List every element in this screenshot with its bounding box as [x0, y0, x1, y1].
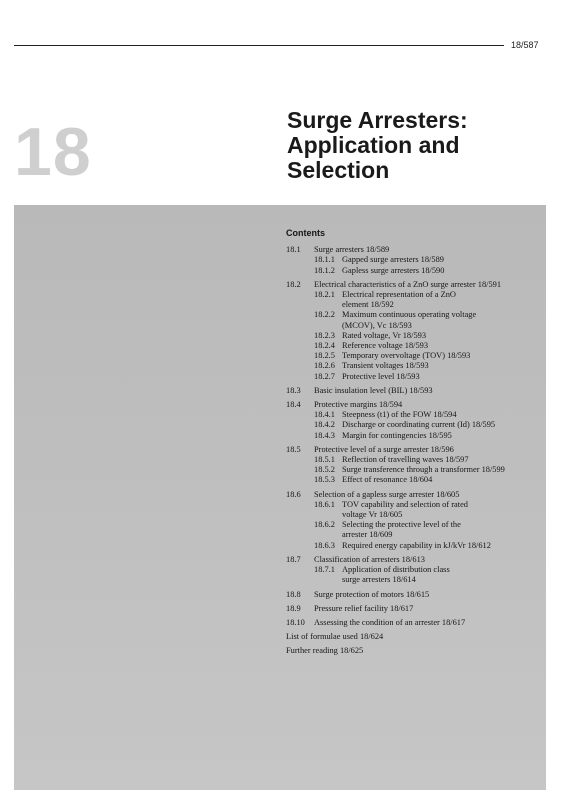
- page-number: 18/587: [511, 40, 539, 50]
- section-title: Basic insulation level (BIL) 18/593: [314, 385, 433, 395]
- toc-subsection: [314, 455, 548, 465]
- subsection-title-line: arrester 18/609: [342, 530, 393, 540]
- header-rule: [14, 45, 504, 46]
- subsection-number: 18.6.1: [314, 499, 335, 509]
- section-number: 18.6: [286, 489, 301, 499]
- section-number: 18.9: [286, 603, 301, 613]
- toc-subsection: [314, 310, 548, 330]
- chapter-title-line: Application and: [287, 132, 460, 158]
- section-number: 18.4: [286, 400, 301, 410]
- toc-subsection: [314, 290, 548, 310]
- toc-subsection: [314, 331, 548, 341]
- toc-section: [286, 604, 548, 614]
- section-title: Electrical characteristics of a ZnO surge arrester 18/591: [314, 279, 502, 289]
- toc-subsection: [314, 520, 548, 540]
- section-title: Surge protection of motors 18/615: [314, 589, 430, 599]
- subsection-title-line: Required energy capability in kJ/kVr 18/612: [342, 540, 491, 550]
- toc-section: [286, 386, 548, 396]
- subsection-number: 18.1.2: [314, 265, 335, 275]
- toc-sections: [286, 245, 548, 628]
- subsection-number: 18.7.1: [314, 565, 335, 575]
- toc-subsection: [314, 475, 548, 485]
- subsection-title-line: Surge transference through a transformer 18/599: [342, 465, 505, 475]
- contents-heading: Contents: [286, 228, 325, 238]
- subsection-title-line: Reflection of travelling waves 18/597: [342, 455, 469, 465]
- subsection-title-line: Margin for contingencies 18/595: [342, 430, 452, 440]
- toc-subsection: [314, 341, 548, 351]
- subsection-title-line: Maximum continuous operating voltage: [342, 310, 477, 320]
- subsection-title-line: Steepness (t1) of the FOW 18/594: [342, 410, 457, 420]
- subsection-title-line: Electrical representation of a ZnO: [342, 290, 456, 300]
- section-number: 18.3: [286, 385, 301, 395]
- subsection-title-line: (MCOV), Vc 18/593: [342, 320, 412, 330]
- toc-section: [286, 555, 548, 586]
- subsection-number: 18.2.1: [314, 290, 335, 300]
- toc-subsection: [314, 410, 548, 420]
- chapter-title-line: Selection: [287, 157, 390, 183]
- section-number: 18.1: [286, 245, 301, 255]
- toc-section: [286, 280, 548, 382]
- subsection-title-line: Reference voltage 18/593: [342, 341, 429, 351]
- subsection-number: 18.2.6: [314, 361, 335, 371]
- toc-subsection: [314, 255, 548, 265]
- section-title: Assessing the condition of an arrester 18/617: [314, 617, 466, 627]
- subsection-number: 18.4.2: [314, 420, 335, 430]
- toc-subsection: [314, 565, 548, 585]
- toc-section: [286, 618, 548, 628]
- toc-subsection: [314, 541, 548, 551]
- subsection-title-line: Effect of resonance 18/604: [342, 475, 433, 485]
- subsection-title-line: Protective level 18/593: [342, 371, 420, 381]
- section-title: Pressure relief facility 18/617: [314, 603, 414, 613]
- toc-subsection: [314, 372, 548, 382]
- toc-tail-item: List of formulae used 18/624: [286, 632, 384, 642]
- section-number: 18.10: [286, 617, 305, 627]
- subsection-number: 18.2.3: [314, 330, 335, 340]
- section-number: 18.2: [286, 279, 301, 289]
- toc-subsection: [314, 465, 548, 475]
- chapter-title: [287, 108, 547, 183]
- section-title: Selection of a gapless surge arrester 18/605: [314, 489, 460, 499]
- toc-section: [286, 490, 548, 551]
- subsection-title-line: Transient voltages 18/593: [342, 361, 429, 371]
- toc-subsection: [314, 351, 548, 361]
- subsection-number: 18.5.2: [314, 465, 335, 475]
- subsection-title-line: element 18/592: [342, 300, 394, 310]
- subsection-number: 18.1.1: [314, 255, 335, 265]
- section-title: Protective level of a surge arrester 18/596: [314, 444, 454, 454]
- subsection-number: 18.5.1: [314, 455, 335, 465]
- subsection-number: 18.5.3: [314, 475, 335, 485]
- subsection-title-line: Discharge or coordinating current (Id) 18/595: [342, 420, 496, 430]
- toc-subsection: [314, 266, 548, 276]
- subsection-title-line: Gapped surge arresters 18/589: [342, 255, 444, 265]
- subsection-title-line: TOV capability and selection of rated: [342, 499, 468, 509]
- subsection-number: 18.6.3: [314, 540, 335, 550]
- toc-tail-item: Further reading 18/625: [286, 646, 364, 656]
- subsection-title-line: Temporary overvoltage (TOV) 18/593: [342, 351, 471, 361]
- chapter-number: 18: [14, 114, 92, 190]
- subsection-number: 18.2.5: [314, 351, 335, 361]
- chapter-title-line: Surge Arresters:: [287, 107, 468, 133]
- subsection-title-line: Selecting the protective level of the: [342, 520, 461, 530]
- section-number: 18.5: [286, 444, 301, 454]
- subsection-title-line: Rated voltage, Vr 18/593: [342, 330, 427, 340]
- toc-subsection: [314, 420, 548, 430]
- toc-tail: [286, 632, 548, 656]
- subsection-number: 18.2.4: [314, 341, 335, 351]
- section-number: 18.7: [286, 554, 301, 564]
- section-title: Classification of arresters 18/613: [314, 554, 425, 564]
- toc-section: [286, 590, 548, 600]
- toc-section: [286, 445, 548, 486]
- subsection-number: 18.4.1: [314, 410, 335, 420]
- toc-section: [286, 400, 548, 441]
- subsection-title-line: Application of distribution class: [342, 565, 450, 575]
- toc-section: [286, 245, 548, 276]
- toc-subsection: [314, 500, 548, 520]
- section-title: Protective margins 18/594: [314, 400, 403, 410]
- subsection-title-line: voltage Vr 18/605: [342, 510, 403, 520]
- subsection-title-line: surge arresters 18/614: [342, 575, 416, 585]
- subsection-title-line: Gapless surge arresters 18/590: [342, 265, 445, 275]
- contents-list: [286, 228, 548, 661]
- subsection-number: 18.2.7: [314, 371, 335, 381]
- section-title: Surge arresters 18/589: [314, 245, 390, 255]
- subsection-number: 18.6.2: [314, 520, 335, 530]
- section-number: 18.8: [286, 589, 301, 599]
- toc-subsection: [314, 431, 548, 441]
- subsection-number: 18.2.2: [314, 310, 335, 320]
- toc-subsection: [314, 361, 548, 371]
- subsection-number: 18.4.3: [314, 430, 335, 440]
